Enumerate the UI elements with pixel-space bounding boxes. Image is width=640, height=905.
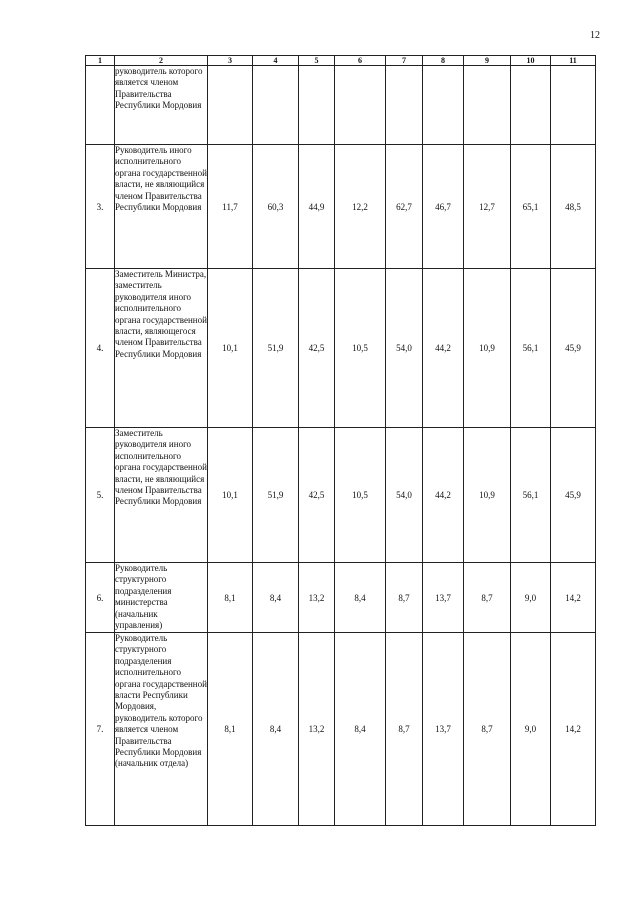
table-cell xyxy=(253,66,299,145)
table-row xyxy=(86,428,596,563)
column-header: 11 xyxy=(551,56,596,66)
table-cell: 8,4 xyxy=(335,563,386,633)
table-cell: 56,1 xyxy=(511,428,551,563)
salary-table xyxy=(85,55,596,826)
table-cell: 13,7 xyxy=(423,633,464,826)
table-cell: 10,1 xyxy=(208,428,253,563)
table-cell: 54,0 xyxy=(386,269,423,428)
table-cell: 13,2 xyxy=(299,633,335,826)
table-cell: 9,0 xyxy=(511,633,551,826)
table-cell: 60,3 xyxy=(253,145,299,269)
table-cell: 51,9 xyxy=(253,269,299,428)
column-header: 7 xyxy=(386,56,423,66)
table-cell xyxy=(299,66,335,145)
table-cell: 8,1 xyxy=(208,633,253,826)
table-cell: 44,2 xyxy=(423,428,464,563)
table-cell xyxy=(511,66,551,145)
column-header: 2 xyxy=(115,56,208,66)
table-cell: 65,1 xyxy=(511,145,551,269)
row-number: 3. xyxy=(86,145,115,269)
table-cell: 14,2 xyxy=(551,563,596,633)
position-name: Руководитель структурного подразделения исполнительного органа государственной власти Республики Мордовия, руководитель которого является членом Правительства Республики Мордовия (начальник отдела) xyxy=(115,633,208,826)
table-cell: 8,7 xyxy=(464,563,511,633)
table-cell: 14,2 xyxy=(551,633,596,826)
table-row xyxy=(86,269,596,428)
table-cell: 9,0 xyxy=(511,563,551,633)
table-cell xyxy=(464,66,511,145)
table-cell xyxy=(208,66,253,145)
column-header: 10 xyxy=(511,56,551,66)
column-header: 9 xyxy=(464,56,511,66)
table-cell: 44,2 xyxy=(423,269,464,428)
table-cell: 11,7 xyxy=(208,145,253,269)
row-number: 7. xyxy=(86,633,115,826)
table-cell: 12,2 xyxy=(335,145,386,269)
row-number: 5. xyxy=(86,428,115,563)
table-cell: 8,4 xyxy=(335,633,386,826)
position-name: Руководитель иного исполнительного органа государственной власти, не являющийся членом Правительства Республики Мордовия xyxy=(115,145,208,269)
table-cell: 10,5 xyxy=(335,269,386,428)
column-header: 1 xyxy=(86,56,115,66)
table-cell: 46,7 xyxy=(423,145,464,269)
table-cell: 8,7 xyxy=(386,633,423,826)
table-cell: 62,7 xyxy=(386,145,423,269)
table-cell: 8,4 xyxy=(253,633,299,826)
table-row xyxy=(86,633,596,826)
column-header: 3 xyxy=(208,56,253,66)
position-name: Руководитель структурного подразделения министерства (начальник управления) xyxy=(115,563,208,633)
header-row xyxy=(86,56,596,66)
table-cell xyxy=(386,66,423,145)
table-row xyxy=(86,145,596,269)
table-cell: 8,4 xyxy=(253,563,299,633)
row-number: 4. xyxy=(86,269,115,428)
table-cell: 10,1 xyxy=(208,269,253,428)
table-cell: 56,1 xyxy=(511,269,551,428)
table-cell: 8,7 xyxy=(464,633,511,826)
column-header: 6 xyxy=(335,56,386,66)
table-cell: 54,0 xyxy=(386,428,423,563)
table-cell: 8,1 xyxy=(208,563,253,633)
column-header: 4 xyxy=(253,56,299,66)
page-number: 12 xyxy=(590,30,600,41)
table-cell xyxy=(423,66,464,145)
row-number: 6. xyxy=(86,563,115,633)
table-cell: 48,5 xyxy=(551,145,596,269)
table-cell xyxy=(551,66,596,145)
column-header: 8 xyxy=(423,56,464,66)
table-cell: 42,5 xyxy=(299,428,335,563)
table-cell: 12,7 xyxy=(464,145,511,269)
table-cell xyxy=(335,66,386,145)
table-cell: 8,7 xyxy=(386,563,423,633)
table-cell: 44,9 xyxy=(299,145,335,269)
position-name: Заместитель руководителя иного исполнительного органа государственной власти, не являющийся членом Правительства Республики Мордовия xyxy=(115,428,208,563)
position-name: руководитель которого является членом Правительства Республики Мордовия xyxy=(115,66,208,145)
column-header: 5 xyxy=(299,56,335,66)
table-row xyxy=(86,66,596,145)
table-row xyxy=(86,563,596,633)
table-cell: 51,9 xyxy=(253,428,299,563)
table-cell: 13,2 xyxy=(299,563,335,633)
table-cell: 45,9 xyxy=(551,269,596,428)
table-cell: 45,9 xyxy=(551,428,596,563)
table-cell: 42,5 xyxy=(299,269,335,428)
table-cell: 13,7 xyxy=(423,563,464,633)
table-cell: 10,9 xyxy=(464,428,511,563)
position-name: Заместитель Министра, заместитель руководителя иного исполнительного органа государственной власти, являющегося членом Правительства Республики Мордовия xyxy=(115,269,208,428)
table-cell: 10,9 xyxy=(464,269,511,428)
row-number xyxy=(86,66,115,145)
table-cell: 10,5 xyxy=(335,428,386,563)
